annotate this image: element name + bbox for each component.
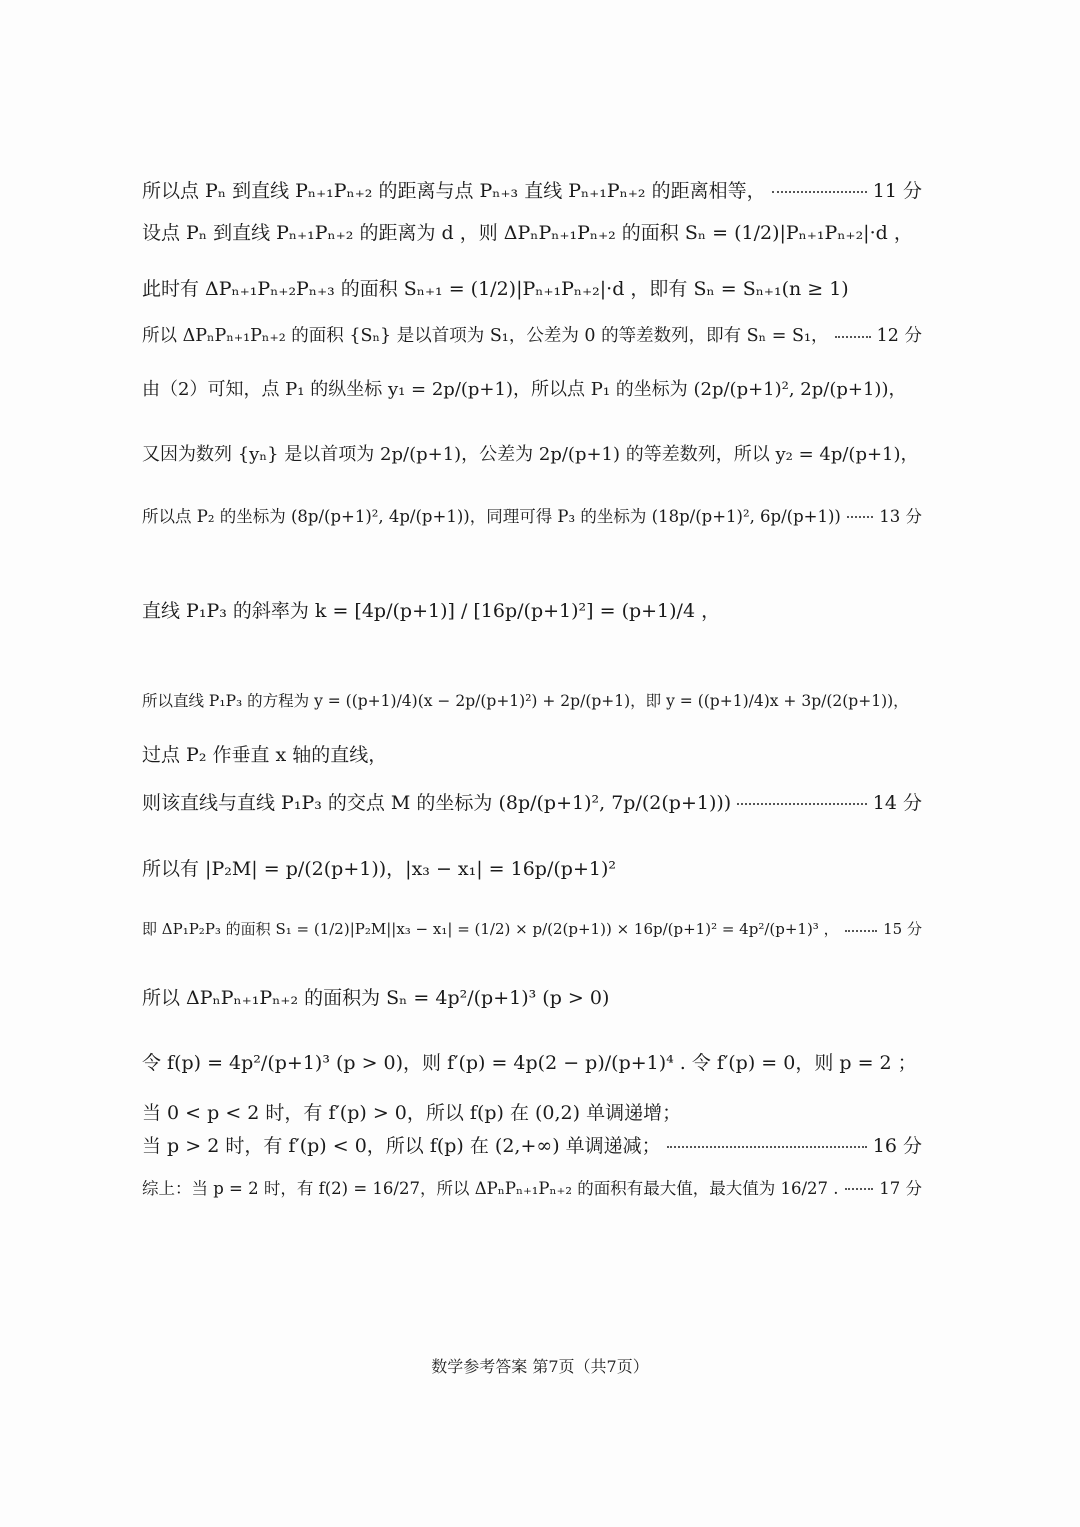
dot-leader [847,516,873,518]
solution-text: 所以 ΔPₙPₙ₊₁Pₙ₊₂ 的面积 {Sₙ} 是以首项为 S₁，公差为 0 的等差数列，即有 Sₙ = S₁， [142,326,829,346]
score-mark: 15 分 [883,920,922,938]
dot-leader [772,191,867,193]
solution-line [142,440,922,466]
solution-line [142,1048,922,1075]
dot-leader [845,1188,874,1190]
solution-text: 综上：当 p = 2 时，有 f(2) = 16/27，所以 ΔPₙPₙ₊₁Pₙ₊₂ 的面积有最大值，最大值为 16/27 . [142,1179,839,1198]
score-mark: 11 分 [872,180,922,202]
solution-line [142,983,922,1010]
solution-text: 所以 ΔPₙPₙ₊₁Pₙ₊₂ 的面积为 Sₙ = 4p²/(p+1)³ (p > 0) [142,987,610,1009]
solution-line [142,322,922,347]
score-mark: 12 分 [876,326,922,346]
score-mark: 17 分 [879,1179,922,1198]
dot-leader [737,803,867,805]
solution-line [142,1098,922,1125]
solution-line [142,274,922,301]
solution-line [142,596,922,623]
solution-line [142,854,922,881]
solution-text: 所以有 |P₂M| = p/(2(p+1))，|x₃ − x₁| = 16p/(p+1)² [142,858,616,880]
solution-text: 此时有 ΔPₙ₊₁Pₙ₊₂Pₙ₊₃ 的面积 Sₙ₊₁ = (1/2)|Pₙ₊₁Pₙ₊₂|·d ，即有 Sₙ = Sₙ₊₁(n ≥ 1) [142,278,849,300]
solution-text: 又因为数列 {yₙ} 是以首项为 2p/(p+1)，公差为 2p/(p+1) 的等差数列，所以 y₂ = 4p/(p+1)， [142,444,919,465]
solution-text: 令 f(p) = 4p²/(p+1)³ (p > 0)，则 f′(p) = 4p(2 − p)/(p+1)⁴ . 令 f′(p) = 0，则 p = 2 ； [142,1052,917,1074]
solution-text: 所以点 P₂ 的坐标为 (8p/(p+1)², 4p/(p+1))，同理可得 P₃ 的坐标为 (18p/(p+1)², 6p/(p+1)) [142,507,841,526]
solution-text: 所以直线 P₁P₃ 的方程为 y = ((p+1)/4)(x − 2p/(p+1)²) + 2p/(p+1)，即 y = ((p+1)/4)x + 3p/(2(p+1))， [142,692,909,710]
dot-leader [667,1146,867,1148]
solution-line [142,1131,922,1158]
solution-line [142,740,922,767]
solution-text: 所以点 Pₙ 到直线 Pₙ₊₁Pₙ₊₂ 的距离与点 Pₙ₊₃ 直线 Pₙ₊₁Pₙ₊₂ 的距离相等， [142,180,766,202]
solution-text: 过点 P₂ 作垂直 x 轴的直线， [142,744,388,766]
solution-line [142,375,922,401]
score-mark: 13 分 [879,507,922,526]
solution-text: 当 p > 2 时，有 f′(p) < 0，所以 f(p) 在 (2,+∞) 单调递减； [142,1135,661,1157]
solution-line [142,788,922,815]
solution-line [142,1175,922,1199]
solution-line [142,918,922,939]
dot-leader [845,930,878,932]
solution-text: 即 ΔP₁P₂P₃ 的面积 S₁ = (1/2)|P₂M||x₃ − x₁| = (1/2) × p/(2(p+1)) × 16p/(p+1)² = 4p²/(p+1)³ ， [142,920,839,938]
page-footer: 数学参考答案 第7页（共7页） [431,1357,649,1376]
score-mark: 14 分 [872,792,922,814]
solution-line [142,503,922,527]
solution-text: 当 0 < p < 2 时，有 f′(p) > 0，所以 f(p) 在 (0,2) 单调递增； [142,1102,682,1124]
solution-line [142,689,922,711]
dot-leader [835,336,871,338]
solution-line [142,218,922,245]
solution-text: 设点 Pₙ 到直线 Pₙ₊₁Pₙ₊₂ 的距离为 d ，则 ΔPₙPₙ₊₁Pₙ₊₂ 的面积 Sₙ = (1/2)|Pₙ₊₁Pₙ₊₂|·d ， [142,222,913,244]
solution-line [142,176,922,203]
score-mark: 16 分 [872,1135,922,1157]
solution-text: 由（2）可知，点 P₁ 的纵坐标 y₁ = 2p/(p+1)，所以点 P₁ 的坐标为 (2p/(p+1)², 2p/(p+1))， [142,379,907,400]
solution-text: 则该直线与直线 P₁P₃ 的交点 M 的坐标为 (8p/(p+1)², 7p/(2(p+1))) [142,792,732,814]
solution-text: 直线 P₁P₃ 的斜率为 k = [4p/(p+1)] / [16p/(p+1)²] = (p+1)/4 ， [142,600,721,622]
